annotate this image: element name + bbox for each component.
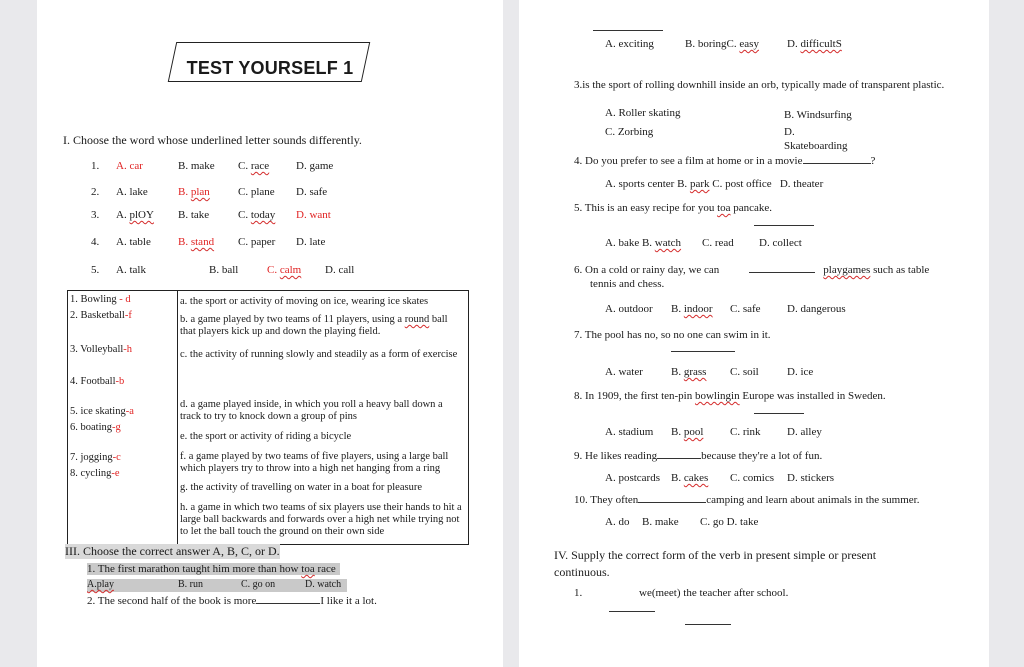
match-left-6: 6. boating-g <box>70 422 121 433</box>
q1-option-d: D. game <box>296 160 334 172</box>
q2-option-d: D. safe <box>296 186 328 198</box>
section4-heading: IV. Supply the correct form of the verb in present simple or present <box>554 548 877 562</box>
blank-line <box>609 611 655 612</box>
match-left-1: 1. Bowling - d <box>70 294 131 305</box>
r-q7-option-a: A. water <box>605 366 643 378</box>
r-q6-option-d: D. dangerous <box>787 303 846 315</box>
r-q8-option-d: D. alley <box>787 426 822 438</box>
q2-option-a: A. lake <box>116 186 148 198</box>
r-q4-options: A. sports center B. park C. post office D. theater <box>605 178 824 190</box>
q3-option-d: D. want <box>296 209 331 221</box>
r-q6-option-c: C. safe <box>730 303 761 315</box>
q2-option-c: C. plane <box>238 186 275 198</box>
q2-option-b: B. plan <box>178 186 210 198</box>
q1-number: 1. <box>91 160 100 172</box>
blank-line <box>754 225 814 226</box>
matching-table <box>67 290 469 545</box>
r-q6-option-a: A. outdoor <box>605 303 653 315</box>
s3-q1-option-c: C. go on <box>241 579 276 590</box>
r-q9-option-c: C. comics <box>730 472 774 484</box>
match-left-2: 2. Basketball-f <box>70 310 132 321</box>
r-q9-text: 9. He likes reading because they're a lot of fun. <box>574 450 823 462</box>
q3-option-b: B. take <box>178 209 210 221</box>
r-q10-option-cd: C. go D. take <box>700 516 759 528</box>
match-left-4: 4. Football-b <box>70 376 125 387</box>
s4-q1-text: we(meet) the teacher after school. <box>639 587 789 599</box>
q4-option-b: B. stand <box>178 236 215 248</box>
match-def-g: g. the activity of travelling on water in a boat for pleasure <box>180 482 422 493</box>
q5-option-d: D. call <box>325 264 355 276</box>
s3-q1-option-b: B. run <box>178 579 203 590</box>
match-def-d: d. a game played inside, in which you roll a heavy ball down a track to try to knock down a group of pins <box>180 399 443 422</box>
match-def-b: b. a game played by two teams of 11 players, using a round ball that players kick up and down the playing field. <box>180 314 448 337</box>
blank-line <box>685 624 731 625</box>
match-def-c: c. the activity of running slowly and steadily as a form of exercise <box>180 349 458 360</box>
section3-heading: III. Choose the correct answer A, B, C, or D. <box>65 544 280 558</box>
r-q10-option-a: A. do <box>605 516 630 528</box>
left-page <box>37 0 503 667</box>
r-q5-option-d: D. collect <box>759 237 802 249</box>
q5-number: 5. <box>91 264 100 276</box>
r-q3-text: 3.is the sport of rolling downhill inside an orb, typically made of transparent plastic. <box>574 79 945 91</box>
r-q2-option-a: A. exciting <box>605 38 654 50</box>
r-q5-option-c: C. read <box>702 237 734 249</box>
q4-option-a: A. table <box>116 236 151 248</box>
r-q8-option-b: B. pool <box>671 426 704 438</box>
r-q7-option-d: D. ice <box>787 366 814 378</box>
r-q3-option-a: A. Roller skating <box>605 107 681 119</box>
r-q9-option-a: A. postcards <box>605 472 660 484</box>
r-q10-text: 10. They often camping and learn about animals in the summer. <box>574 494 920 506</box>
match-def-e: e. the sport or activity of riding a bicycle <box>180 431 352 442</box>
q5-option-a: A. talk <box>116 264 146 276</box>
r-q9-option-d: D. stickers <box>787 472 835 484</box>
blank-line <box>671 351 735 352</box>
match-def-a: a. the sport or activity of moving on ice, wearing ice skates <box>180 296 429 307</box>
blank-line <box>754 413 804 414</box>
r-q8-option-a: A. stadium <box>605 426 654 438</box>
table-divider <box>177 291 178 544</box>
blank-line <box>593 30 663 31</box>
q5-option-c: C. calm <box>267 264 302 276</box>
q3-option-a: A. plOY <box>116 209 154 221</box>
s3-q1-options <box>87 579 347 592</box>
r-q6-text: 6. On a cold or rainy day, we can playgames such as table <box>574 264 930 276</box>
page-title: TEST YOURSELF 1 <box>186 58 354 78</box>
r-q4-text: 4. Do you prefer to see a film at home or in a movie ? <box>574 155 876 167</box>
match-left-7: 7. jogging-c <box>70 452 121 463</box>
s3-q2-text: 2. The second half of the book is more I like it a lot. <box>87 595 377 607</box>
q4-number: 4. <box>91 236 100 248</box>
section4-heading-line2: continuous. <box>554 565 610 579</box>
q1-option-b: B. make <box>178 160 215 172</box>
r-q2-option-bc: B. boringC. easy <box>685 38 759 50</box>
s3-q1-option-d: D. watch <box>305 579 342 590</box>
s3-q1-text: 1. The first marathon taught him more than how toa race <box>87 563 340 575</box>
right-page <box>519 0 989 667</box>
r-q9-option-b: B. cakes <box>671 472 709 484</box>
r-q7-text: 7. The pool has no, so no one can swim in it. <box>574 329 771 341</box>
q1-option-a: A. car <box>116 160 143 172</box>
r-q3-option-d: D. <box>784 126 795 138</box>
r-q3-option-b: B. Windsurfing <box>784 109 852 121</box>
match-def-h: h. a game in which two teams of six players use their hands to hit a large ball backwards and forwards over a high net while trying not to let the ball touch the ground on their own side <box>180 502 462 537</box>
q2-number: 2. <box>91 186 100 198</box>
match-left-5: 5. ice skating-a <box>70 406 134 417</box>
r-q5-text: 5. This is an easy recipe for you toa pancake. <box>574 202 773 214</box>
s4-q1-number: 1. <box>574 587 583 599</box>
r-q7-option-c: C. soil <box>730 366 759 378</box>
r-q7-option-b: B. grass <box>671 366 707 378</box>
match-def-f: f. a game played by two teams of five players, using a large ball which players try to throw into a high net hanging from a ring <box>180 451 449 474</box>
r-q5-option-ab: A. bake B. watch <box>605 237 682 249</box>
section1-heading: I. Choose the word whose underlined letter sounds differently. <box>63 133 362 147</box>
q1-option-c: C. race <box>238 160 270 172</box>
r-q3-option-d-text: Skateboarding <box>784 140 848 152</box>
r-q8-option-c: C. rink <box>730 426 761 438</box>
r-q6-text-line2: tennis and chess. <box>590 278 665 290</box>
r-q6-option-b: B. indoor <box>671 303 713 315</box>
match-left-3: 3. Volleyball-h <box>70 344 133 355</box>
q3-number: 3. <box>91 209 100 221</box>
r-q10-option-b: B. make <box>642 516 679 528</box>
r-q3-option-c: C. Zorbing <box>605 126 654 138</box>
q4-option-d: D. late <box>296 236 326 248</box>
r-q8-text: 8. In 1909, the first ten-pin bowlingin Europe was installed in Sweden. <box>574 390 886 402</box>
q3-option-c: C. today <box>238 209 276 221</box>
r-q2-option-d: D. difficultS <box>787 38 842 50</box>
match-left-8: 8. cycling-e <box>70 468 120 479</box>
q4-option-c: C. paper <box>238 236 276 248</box>
q5-option-b: B. ball <box>209 264 239 276</box>
s3-q1-option-a: A.play <box>87 579 114 590</box>
